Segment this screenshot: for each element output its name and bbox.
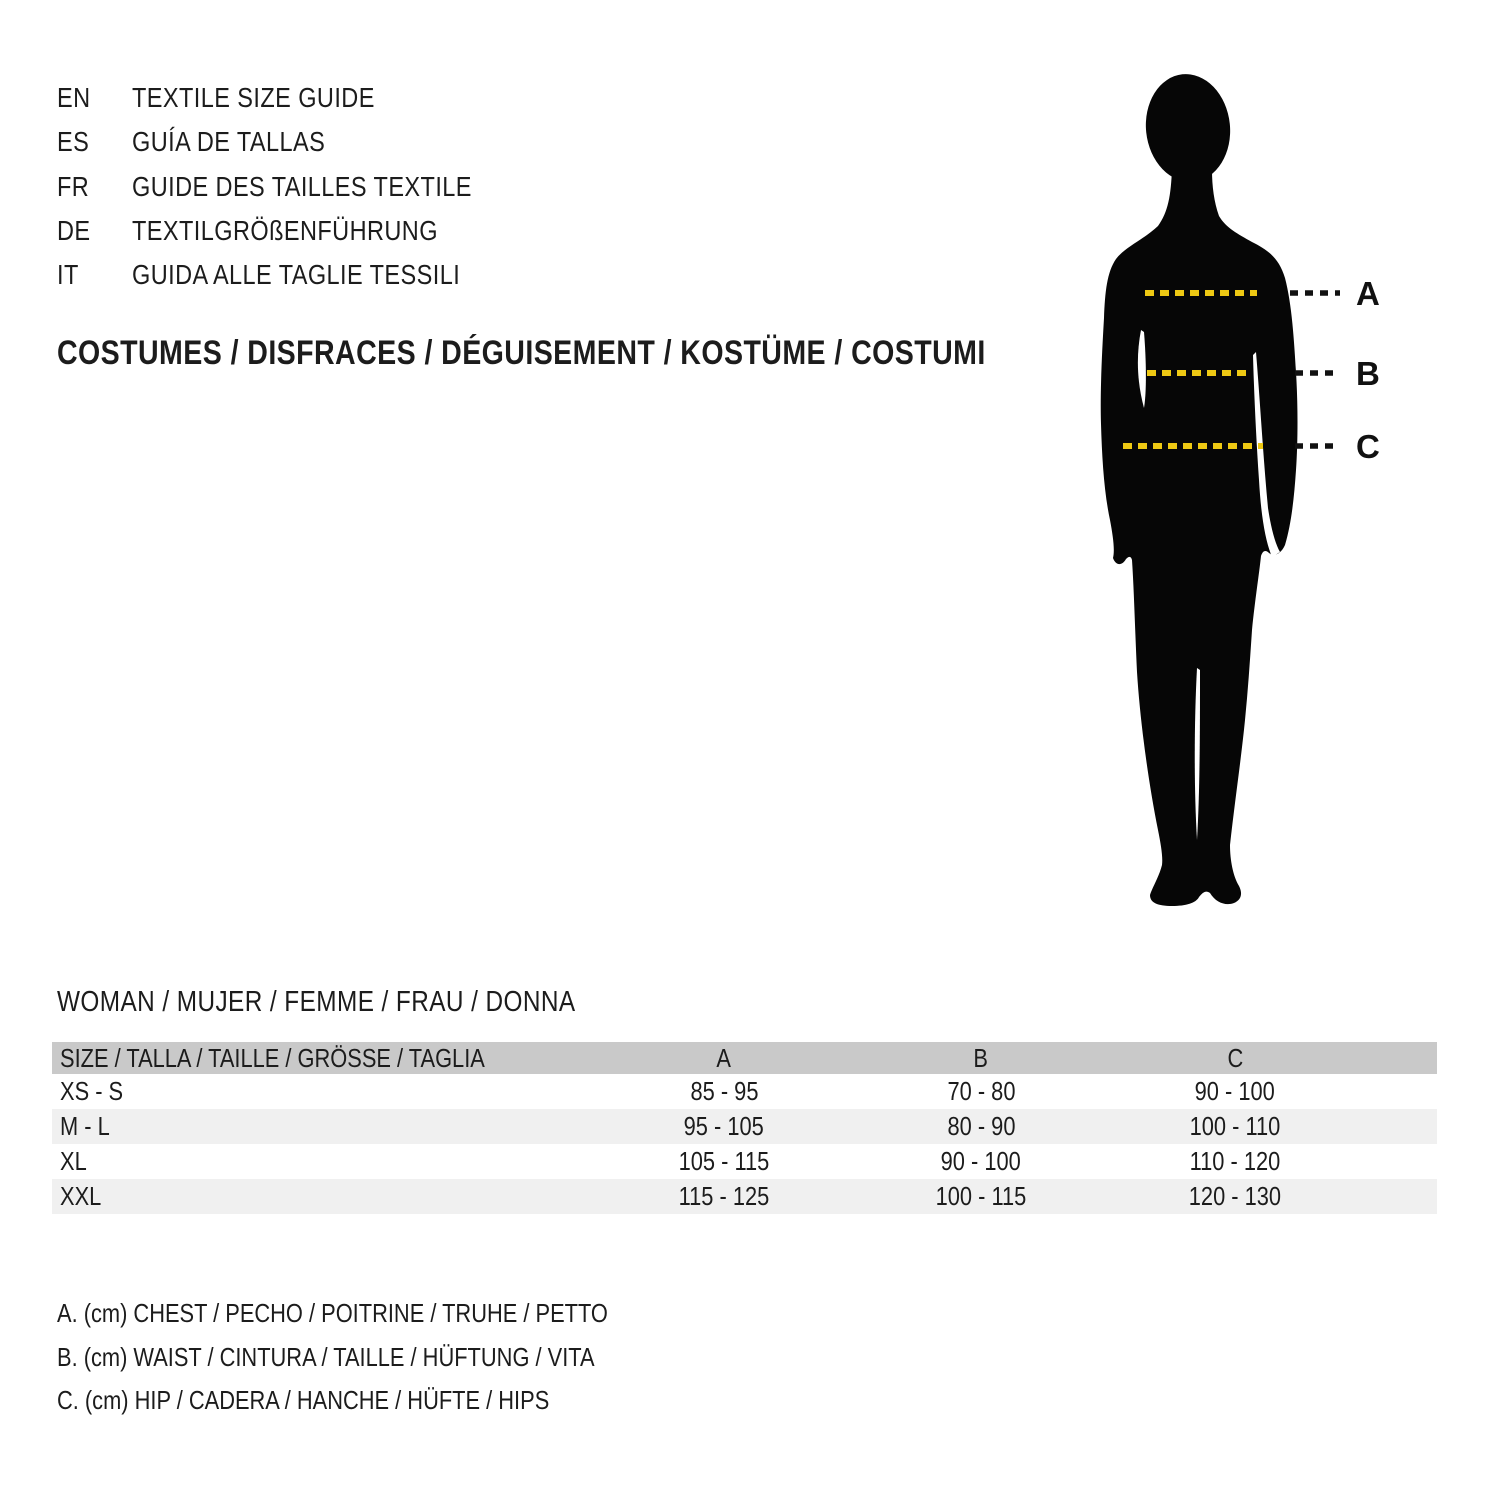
value-b-text: 80 - 90 xyxy=(946,1111,1015,1141)
language-row-de xyxy=(57,209,537,253)
size-text: M - L xyxy=(60,1111,110,1141)
header-col-a xyxy=(592,1043,856,1074)
language-title-fr: GUIDE DES TAILLES TEXTILE xyxy=(132,170,472,202)
value-c-cell xyxy=(1106,1076,1364,1107)
header-col-a-text: A xyxy=(716,1042,732,1073)
table-group-title xyxy=(57,986,674,1019)
header-size-text: SIZE / TALLA / TAILLE / GRÖSSE / TAGLIA xyxy=(60,1042,485,1073)
value-b-text: 90 - 100 xyxy=(940,1146,1022,1176)
language-code-es xyxy=(57,126,132,158)
value-a-cell xyxy=(592,1146,856,1177)
table-header-row xyxy=(52,1042,1437,1074)
size-text: XXL xyxy=(60,1181,102,1211)
size-table xyxy=(52,1042,1437,1214)
value-a-cell xyxy=(592,1181,856,1212)
table-row-xl xyxy=(52,1144,1437,1179)
value-b-cell xyxy=(856,1146,1106,1177)
table-row-xxl xyxy=(52,1179,1437,1214)
value-c-text: 100 - 110 xyxy=(1189,1111,1281,1141)
measure-label-b: B xyxy=(1356,355,1380,392)
language-code-it-text: IT xyxy=(57,259,79,291)
size-cell xyxy=(52,1181,592,1212)
value-b-cell xyxy=(856,1181,1106,1212)
language-title-en: TEXTILE SIZE GUIDE xyxy=(132,82,375,114)
size-text: XL xyxy=(60,1146,87,1176)
header-col-c-text: C xyxy=(1227,1042,1243,1073)
header-col-c xyxy=(1106,1043,1364,1074)
value-b-text: 100 - 115 xyxy=(935,1181,1027,1211)
size-cell xyxy=(52,1146,592,1177)
size-text: XS - S xyxy=(60,1076,124,1106)
legend-chest-text: A. (cm) CHEST / PECHO / POITRINE / TRUHE / PETTO xyxy=(57,1298,608,1329)
value-b-text: 70 - 80 xyxy=(946,1076,1015,1106)
category-title-text: COSTUMES / DISFRACES / DÉGUISEMENT / KOSTÜME / COSTUMI xyxy=(57,334,986,372)
category-title xyxy=(57,334,1163,373)
value-c-text: 90 - 100 xyxy=(1194,1076,1276,1106)
language-row-es xyxy=(57,120,537,164)
language-row-it xyxy=(57,253,537,297)
size-cell xyxy=(52,1076,592,1107)
silhouette-head xyxy=(1141,70,1236,186)
language-title-it: GUIDA ALLE TAGLIE TESSILI xyxy=(132,259,461,291)
language-code-fr xyxy=(57,171,132,203)
language-row-fr xyxy=(57,165,537,209)
language-code-en xyxy=(57,82,132,114)
language-code-it xyxy=(57,259,132,291)
value-a-text: 115 - 125 xyxy=(678,1181,770,1211)
measure-label-c: C xyxy=(1356,428,1380,465)
legend-hip-text: C. (cm) HIP / CADERA / HANCHE / HÜFTE / HIPS xyxy=(57,1385,550,1416)
language-code-es-text: ES xyxy=(57,126,90,158)
table-row-xs-s xyxy=(52,1074,1437,1109)
table-row-m-l xyxy=(52,1109,1437,1144)
legend-line-waist xyxy=(57,1336,713,1380)
header-col-b xyxy=(856,1043,1106,1074)
value-c-cell xyxy=(1106,1111,1364,1142)
language-row-en xyxy=(57,76,537,120)
measurement-legend xyxy=(57,1292,713,1423)
language-title-de: TEXTILGRÖßENFÜHRUNG xyxy=(132,215,438,247)
value-b-cell xyxy=(856,1076,1106,1107)
value-c-cell xyxy=(1106,1146,1364,1177)
table-group-title-text: WOMAN / MUJER / FEMME / FRAU / DONNA xyxy=(57,986,576,1018)
value-c-cell xyxy=(1106,1181,1364,1212)
legend-line-hip xyxy=(57,1379,713,1423)
measure-label-a: A xyxy=(1356,275,1380,312)
value-c-text: 120 - 130 xyxy=(1188,1181,1282,1211)
language-code-fr-text: FR xyxy=(57,170,90,202)
woman-silhouette-figure xyxy=(1080,60,1410,930)
value-a-text: 85 - 95 xyxy=(689,1076,758,1106)
language-code-de-text: DE xyxy=(57,215,91,247)
header-size-cell xyxy=(52,1043,592,1074)
value-a-cell xyxy=(592,1111,856,1142)
language-title-es: GUÍA DE TALLAS xyxy=(132,126,326,158)
value-b-cell xyxy=(856,1111,1106,1142)
legend-waist-text: B. (cm) WAIST / CINTURA / TAILLE / HÜFTUNG / VITA xyxy=(57,1341,595,1372)
value-a-text: 105 - 115 xyxy=(678,1146,770,1176)
language-code-en-text: EN xyxy=(57,82,91,114)
legend-line-chest xyxy=(57,1292,713,1336)
header-col-b-text: B xyxy=(973,1042,989,1073)
language-code-de xyxy=(57,215,132,247)
language-title-list xyxy=(57,76,537,297)
value-a-text: 95 - 105 xyxy=(683,1111,765,1141)
value-a-cell xyxy=(592,1076,856,1107)
value-c-text: 110 - 120 xyxy=(1189,1146,1281,1176)
size-cell xyxy=(52,1111,592,1142)
